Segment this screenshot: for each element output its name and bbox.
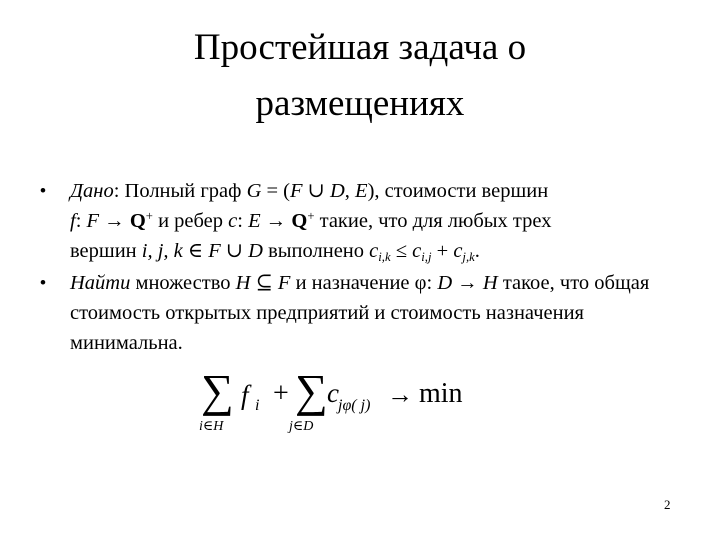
given-text: : — [237, 210, 249, 232]
math-operator: ∪ — [302, 180, 330, 202]
math-subscript: i — [255, 397, 260, 414]
given-text: : Полный граф — [113, 180, 247, 202]
slide-title-line-1: Простейшая задача о — [193, 27, 527, 68]
find-text: такое, что общая стоимость открытых предприятий и стоимость назначения минимальна. — [70, 272, 650, 354]
math-symbol: G — [246, 180, 262, 202]
find-text: и назначение — [290, 272, 415, 294]
math-superscript: + — [307, 209, 315, 224]
math-operator: → — [387, 380, 413, 409]
math-superscript: + — [145, 209, 153, 224]
slide-title — [60, 20, 660, 132]
sum-symbol: ∑ — [295, 365, 328, 416]
math-symbol: D — [329, 180, 345, 202]
math-symbol: i, j, k — [141, 240, 183, 262]
slide-title-line-2: размещениях — [255, 83, 465, 124]
sum-limit: j∈D — [289, 419, 314, 434]
math-operator: ≤ — [390, 240, 413, 262]
math-operator: → — [260, 210, 292, 232]
sum-limit: i∈H — [199, 419, 224, 434]
math-symbol: f — [70, 210, 76, 232]
math-symbol: F — [277, 272, 291, 294]
math-subscript: j,k — [462, 249, 475, 264]
sum-symbol: ∑ — [201, 365, 234, 416]
given-text: ), стоимости вершин — [367, 180, 549, 202]
min-label: min — [419, 378, 463, 409]
given-text: и ребер — [152, 210, 229, 232]
math-operator: + — [273, 378, 289, 409]
math-symbol: Q — [291, 210, 308, 232]
math-symbol: c — [412, 240, 422, 262]
math-symbol: E — [248, 210, 261, 232]
page-number: 2 — [664, 497, 671, 512]
given-text: такие, что для любых трех — [314, 210, 552, 232]
given-text: выполнено — [262, 240, 370, 262]
bullet-find — [28, 268, 696, 358]
math-symbol: F — [208, 240, 221, 262]
math-symbol: c — [228, 210, 238, 232]
math-subscript: jφ( j) — [338, 397, 371, 414]
math-symbol: Q — [129, 210, 146, 232]
find-label: Найти — [70, 272, 131, 294]
math-symbol: c — [369, 240, 379, 262]
find-text: : — [426, 272, 438, 294]
math-operator: ∪ — [220, 240, 249, 262]
objective-formula — [195, 365, 495, 440]
bullet-list — [28, 176, 696, 358]
math-operator: → — [452, 272, 483, 294]
math-symbol: c — [327, 378, 339, 408]
math-symbol: f — [241, 380, 249, 410]
math-symbol: H — [235, 272, 251, 294]
math-symbol: E — [355, 180, 368, 202]
given-text: = ( — [261, 180, 291, 202]
given-text: : — [75, 210, 87, 232]
math-symbol: D — [437, 272, 453, 294]
math-symbol: F — [290, 180, 303, 202]
math-symbol: D — [248, 240, 263, 262]
bullet-given — [28, 176, 696, 266]
given-text: . — [474, 240, 480, 262]
math-subscript: i,k — [378, 249, 391, 264]
math-operator: ∈ — [182, 240, 209, 262]
math-operator: ⊆ — [250, 272, 278, 294]
math-subscript: i,j — [421, 249, 432, 264]
find-text: множество — [130, 272, 236, 294]
math-symbol: F — [86, 210, 100, 232]
bullet-marker: • — [40, 273, 46, 292]
math-operator: → — [99, 210, 130, 232]
math-operator: + — [431, 240, 454, 262]
given-label: Дано — [70, 180, 114, 202]
math-symbol: H — [482, 272, 498, 294]
math-symbol: φ — [414, 272, 427, 294]
math-symbol: c — [453, 240, 463, 262]
given-text: , — [344, 180, 356, 202]
bullet-marker: • — [40, 181, 46, 200]
given-text: вершин — [70, 240, 142, 262]
